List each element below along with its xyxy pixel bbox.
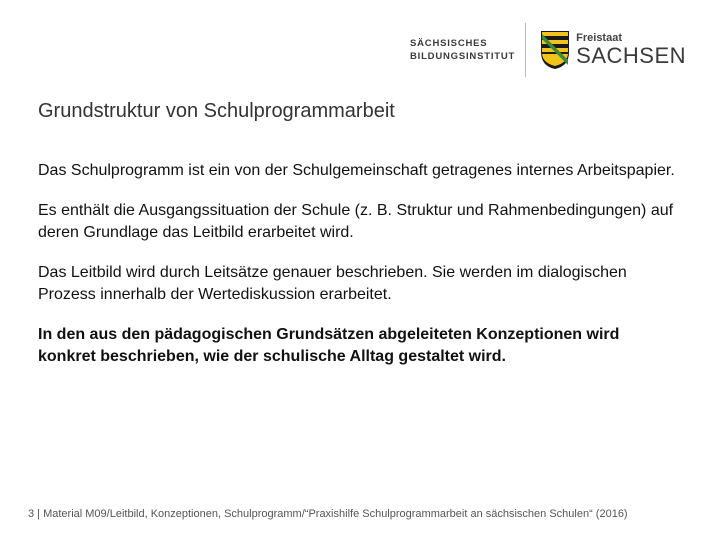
saxony-crest-icon (540, 30, 570, 70)
slide-footer: 3 | Material M09/Leitbild, Konzeptionen, Schulprogramm/“Praxishilfe Schulprogrammarbeit an sächsischen Schulen“ (2016) (28, 508, 628, 520)
sachsen-label: SACHSEN (576, 42, 686, 68)
paragraph-4: In den aus den pädagogischen Grundsätzen abgeleiteten Konzeptionen wird konkret beschrieben, wie der schulische Alltag gestaltet wird. (38, 326, 620, 365)
freistaat-label: Freistaat (576, 31, 622, 44)
institut-line1: SÄCHSISCHES (409, 38, 488, 49)
institut-logo (410, 37, 515, 63)
slide-title: Grundstruktur von Schulprogrammarbeit (38, 100, 395, 122)
header-logos (410, 22, 686, 78)
paragraph-1: Das Schulprogramm ist ein von der Schulgemeinschaft getragenes internes Arbeitspapier. (38, 162, 675, 179)
paragraph-3: Das Leitbild wird durch Leitsätze genauer beschrieben. Sie werden im dialogischen Prozess innerhalb der Wertediskussion erarbeitet. (38, 264, 627, 303)
freistaat-sachsen-logo (576, 33, 686, 68)
institut-line2: BILDUNGSINSTITUT (409, 51, 516, 62)
logo-divider (525, 23, 526, 77)
paragraph-2: Es enthält die Ausgangssituation der Schule (z. B. Struktur und Rahmenbedingungen) auf deren Grundlage das Leitbild erarbeitet wird. (38, 202, 674, 241)
slide-content (38, 160, 678, 386)
